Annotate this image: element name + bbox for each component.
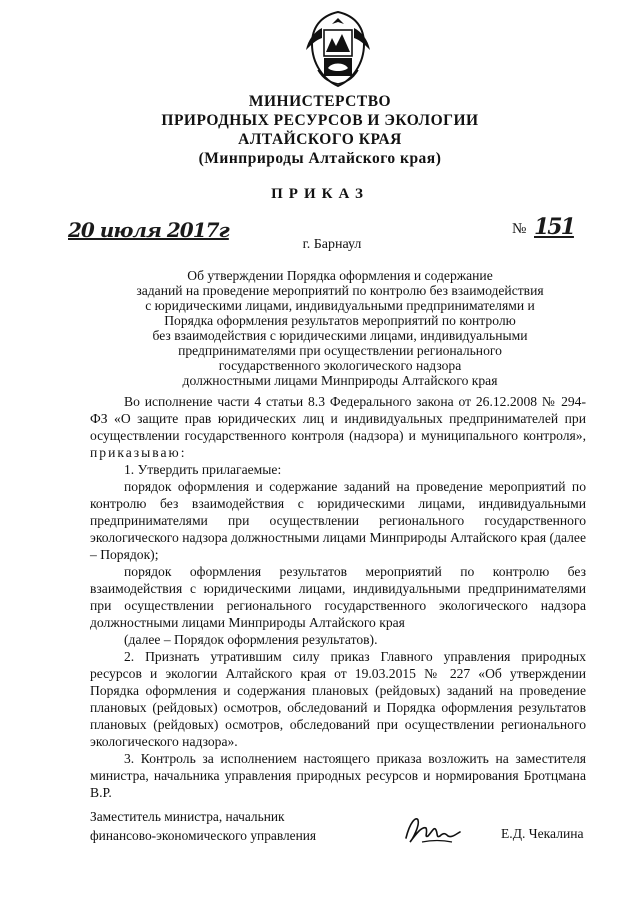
signatory-position [90,807,316,845]
subject-line: заданий на проведение мероприятий по контролю без взаимодействия [136,283,544,298]
subject-line: предпринимателями при осуществлении регионального [178,343,502,358]
city: г. Барнаул [302,237,362,252]
item-1b-tail: (далее – Порядок оформления результатов). [124,632,378,647]
order-subject [130,268,550,388]
subject-line: Об утверждении Порядка оформления и содержание [187,268,493,283]
prikazyvayu-word: приказываю: [90,445,187,460]
item-3: 3. Контроль за исполнением настоящего приказа возложить на заместителя министра, начальника управления природных ресурсов и нормирования Бротцмана В.Р. [90,751,586,800]
item-1a: порядок оформления и содержание заданий на проведение мероприятий по контролю без взаимодействия с юридическими лицами, индивидуальными предпринимателями при осуществлении регионального государственного экологического надзора должностными лицами Минприроды Алтайского края (далее – Порядок); [90,479,586,562]
order-body [90,393,586,801]
ministry-line-3: АЛТАЙСКОГО КРАЯ [238,131,402,148]
ministry-line-1: МИНИСТЕРСТВО [248,93,392,110]
subject-line: Порядка оформления результатов мероприятий по контролю [164,313,516,328]
signatory-name: Е.Д. Чекалина [501,826,584,841]
position-line-1: Заместитель министра, начальник [90,809,285,824]
subject-line: должностными лицами Минприроды Алтайского края [182,373,498,388]
signature-scribble [402,812,464,846]
ministry-header [0,92,640,168]
intro-text: Во исполнение части 4 статьи 8.3 Федерального закона от 26.12.2008 № 294-ФЗ «О защите прав юридических лиц и индивидуальных предпринимателей при осуществлении государственного контроля (надзора) и муниципального контроля», [90,394,586,443]
subject-line: без взаимодействия с юридическими лицами, индивидуальными [152,328,528,343]
intro-paragraph [90,393,586,461]
document-type: ПРИКАЗ [271,186,369,202]
handwritten-order-number: 151 [534,214,574,240]
position-line-2: финансово-экономического управления [90,828,317,843]
ministry-short-name: (Минприроды Алтайского края) [198,150,442,167]
item-1b: порядок оформления результатов мероприятий по контролю без взаимодействия с юридическими лицами, индивидуальными предпринимателями при осуществлении регионального государственного экологического надзора должностными лицами Минприроды Алтайского края [90,564,586,630]
item-1: 1. Утвердить прилагаемые: [124,462,282,477]
subject-line: с юридическими лицами, индивидуальными предпринимателями и [145,298,535,313]
item-2: 2. Признать утратившим силу приказ Главного управления природных ресурсов и экологии Алтайского края от 19.03.2015 № 227 «Об утверждении Порядка оформления и содержания плановых (рейдовых) заданий на проведение плановых (рейдовых) осмотров, обследований и Порядка оформления результатов плановых (рейдовых) осмотров, обследований при осуществлении регионального экологического надзора». [90,649,586,749]
ministry-line-2: ПРИРОДНЫХ РЕСУРСОВ И ЭКОЛОГИИ [161,112,479,129]
coat-of-arms-icon [300,10,376,88]
subject-line: государственного экологического надзора [218,358,462,373]
order-number-label: № [512,221,527,237]
handwritten-date: 20 июля 2017г [68,218,229,242]
